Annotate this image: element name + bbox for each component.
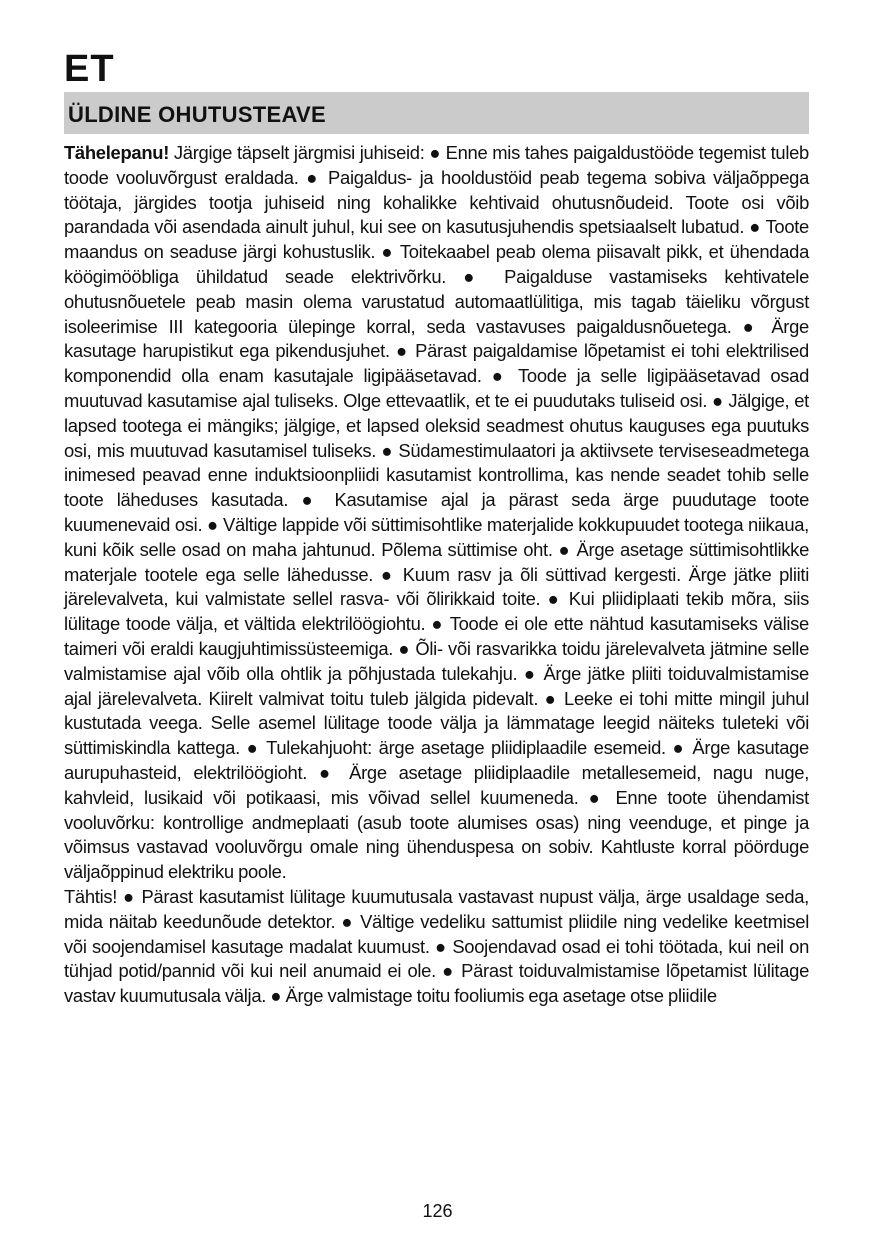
section-header-bar	[64, 92, 809, 134]
safety-paragraph-general	[64, 141, 809, 885]
language-code: ET	[64, 48, 115, 90]
attention-label: Tähelepanu!	[64, 142, 170, 163]
page-number: 126	[422, 1201, 453, 1221]
safety-paragraph-important: Tähtis! ● Pärast kasutamist lülitage kuumutusala vastavast nupust välja, ärge usaldage seda, mida näitab keedunõude detektor. ● Vältige vedeliku sattumist pliidile ning vedelike keetmisel või soojendamisel kasutage madalat kuumust. ● Soojendavad osad ei tohi töötada, kui neil on tühjad potid/pannid või kui neil anumaid ei ole. ● Pärast toiduvalmistamise lõpetamist lülitage vastav kuumutusala välja. ● Ärge valmistage toitu fooliumis ega asetage otse pliidile	[64, 885, 809, 1007]
general-safety-text: Järgige täpselt järgmisi juhiseid: ● Enne mis tahes paigaldustööde tegemist tuleb toode vooluvõrgust eraldada. ● Paigaldus- ja hooldustöid peab tegema sobiva väljaõppega töötaja, järgides tootja juhiseid ning kohalikke kehtivaid ohutusnõudeid. Toote osi võib parandada või asendada ainult juhul, kui see on kasutusjuhendis spetsiaalselt lubatud. ● Toote maandus on seaduse järgi kohustuslik. ● Toitekaabel peab olema piisavalt pikk, et ühendada köögimööbliga ühildatud seade elektrivõrku. ● Paigalduse vastamiseks kehtivatele ohutusnõuetele peab masin olema varustatud automaatlülitiga, mis tagab täieliku võrgust isoleerimise III kategooria ülepinge korral, seda vastavuses paigaldusnõuetega. ● Ärge kasutage harupistikut ega pikendusjuhet. ● Pärast paigaldamise lõpetamist ei tohi elektrilised komponendid olla enam kasutajale ligipääsetavad. ● Toode ja selle ligipääsetavad osad muutuvad kasutamise ajal tuliseks. Olge ettevaatlik, et te ei puudutaks tuliseid osi. ● Jälgige, et lapsed tootega ei mängiks; jälgige, et lapsed oleksid seadmest ohutus kauguses ega puutuks osi, mis muutuvad kasutamisel tuliseks. ● Südamestimulaatori ja aktiivsete terviseseadmetega inimesed peavad enne induktsioonpliidi kasutamist kontrollima, kas nende seadet tohib selle toote läheduses kasutada. ● Kasutamise ajal ja pärast seda ärge puudutage toote kuumenevaid osi. ● Vältige lappide või süttimisohtlike materjalide kokkupuudet tootega niikaua, kuni kõik selle osad on maha jahtunud. Põlema süttimise oht. ● Ärge asetage süttimisohtlikke materjale tootele ega selle lähedusse. ● Kuum rasv ja õli süttivad kergesti. Ärge jätke pliiti järelevalveta, kui valmistate sellel rasva- või õlirikkaid toite. ● Kui pliidiplaati tekib mõra, siis lülitage toode välja, et vältida elektrilöögiohtu. ● Toode ei ole ette nähtud kasutamiseks välise taimeri või eraldi kaugjuhtimissüsteemiga. ● Õli- või rasvarikka toidu järelevalveta jätmine selle valmistamise ajal võib olla ohtlik ja põhjustada tulekahju. ● Ärge jätke pliiti toiduvalmistamise ajal järelevalveta. Kiirelt valmivat toitu tuleb jälgida pidevalt. ● Leeke ei tohi mitte mingil juhul kustutada veega. Selle asemel lülitage toode välja ja lämmatage leegid näiteks tuleteki või süttimiskindla kattega. ● Tulekahjuoht: ärge asetage pliidiplaadile esemeid. ● Ärge kasutage aurupuhasteid, elektrilöögioht. ● Ärge asetage pliidiplaadile metallesemeid, nagu nuge, kahvleid, lusikaid või potikaasi, mis võivad sellel kuumeneda. ● Enne toote ühendamist vooluvõrku: kontrollige andmeplaati (asub toote alumises osas) ning veenduge, et pinge ja võimsus vastavad vooluvõrgu omale ning ühenduspesa on sobiv. Kahtluste korral pöörduge väljaõppinud elektriku poole.	[64, 142, 809, 883]
safety-text-body	[64, 141, 809, 1009]
section-title: ÜLDINE OHUTUSTEAVE	[68, 102, 327, 127]
